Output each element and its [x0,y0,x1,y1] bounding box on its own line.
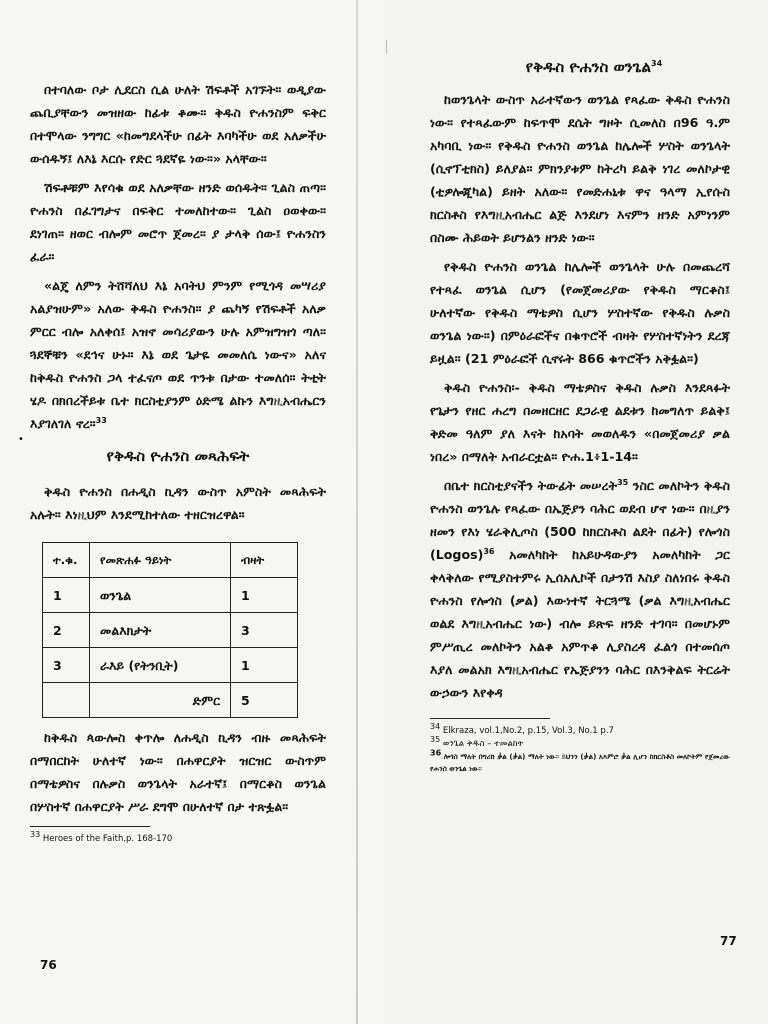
page-number: 77 [720,934,737,948]
footnote-divider [430,718,550,719]
margin-mark: • [18,434,24,445]
left-text-column [30,78,326,846]
paragraph-text: «ልጄ ለምን ትሸሻለህ እኔ አባትህ ምንም የሚጎዳ መሣሪያ አልያዝሁም» አለው ቅዱስ ዮሐንስ። ያ ጨካኝ የሽፍቶች አለቃ ምርር ብሎ አለቀሰ፤ አዝኖ መሳሪያውን ሁሉ አምዝግዝጎ ጣለ። ጓደኞቹን «ደኅና ሁኑ። እኔ ወደ ጌታዬ መመለሴ ነውና» አለና ከቅዱስ ዮሐንስ ጋላ ተፈናጦ ወደ ጥንቱ በታው ተመለሰ። ትቲት ሄዶ በክበረችይቱ ቤተ ክርስቲያንም ዕድሜ ልኩን እግዚአብሔርን እያገለገለ ኖረ። [30,278,326,431]
footnote-ref: 35 [617,477,629,487]
footnote [430,722,730,738]
table-cell: ወንጌል [90,578,231,613]
paragraph: ሽፍቶቹም እየሳቁ ወደ አለቃቸው ዘንድ ወሰዱት። ጊልስ ጠጣ። ዮሐንስ በፈገግታና በፍቅር ተመለከተው። ጊልስ ዐወቀው። ደነገጠ። ዘወር ብሎም መሮጥ ጀመረ። ያ ታላቅ ሰው፤ ዮሐንስን ፈራ። [30,180,326,264]
footnote-text: Elkraza, vol.1,No.2, p.15, Vol.3, No.1 p.7 [442,726,614,736]
section-heading: የቅዱስ ዮሐንስ መጻሕፍት [106,447,250,465]
table-total-value: 5 [231,683,298,718]
footnote-number: 35 [430,735,441,745]
paragraph: በተባለው ቦታ ሊደርስ ሲል ሁለት ሽፍቶች አገኙት። ወዲያው ጨቢያቸውን መዝዘው ከፊቱ ቆሙ። ቅዱስ ዮሐንስም ፍቅር በተሞላው ንግግር «ከመግደላችሁ በፊት እባካችሁ ወደ አለቃችሁ ውሰዱኝ፤ ለእኔ እርሱ የድር ጓደኛዬ ነው።» አላቸው። [30,82,326,166]
table-cell: 3 [231,613,298,648]
table-row [43,613,298,648]
footnote-number: 33 [30,830,41,840]
table-cell: ራእይ (የትንቢት) [90,648,231,683]
footnote-ref: 33 [95,415,107,425]
page-gutter [356,0,358,1024]
paragraph: ቅዱስ ዮሐንስ በሐዲስ ኪዳን ውስጥ አምስት መጻሕፍት አሉት። እነዚህም እንደሚከተለው ተዘርዝረዋል። [30,484,326,522]
footnote-text: ሎጎስ ማለት በግሪክ ቃል (ቃል) ማለት ነው። ይህንን (ቃል) አእምሮ ቃል ሊሆን ከክርስቶስ መለኮትም የጀመረው የሐንስ ወንጌል ነው። [430,753,730,773]
table-header: የመጽሐፉ ዓይነት [90,543,231,578]
paragraph-text: ንስር መለኮትን ቅዱስ ዮሐንስ ወንጌሉ የጻፈው በኤጅያን ባሕር ወደብ ሆኖ ነው። በዚያን ዘመን የእነ ሄራቅሊጦስ (500 ከክርስቶስ ልደት በፊት) የሎጎስ (Logos) [430,478,730,562]
table-header: ተ.ቁ. [43,543,90,578]
table-cell: 1 [43,578,90,613]
footnote-ref: 36 [483,546,495,556]
table-header: ብዛት [231,543,298,578]
table-row [43,578,298,613]
paragraph: ከቅዱስ ጳውሎስ ቀጥሎ ለሐዲስ ኪዳን ብዙ መጻሕፍት በማበርከት ሁለተኛ ነው። በሐዋርያት ዝርዝር ውስጥም በማቴዎስና በሉቃስ ወንጌላት አራተኛ፤ በማርቆስ ወንጌል በሦስተኛ በሐዋርያት ሥራ ደግሞ በሁለተኛ በታ ተጽፏል። [30,730,326,814]
footnote [430,735,730,751]
footnote-ref: 34 [651,59,663,68]
chapter-title-text: የቅዱስ ዮሐንስ ወንጌል [525,58,652,76]
footnote-text: ወንጌል ቅዱስ – ተመልከት [442,739,524,749]
paragraph: ከወንጌላት ውስጥ አራተኛውን ወንጌል የጻፈው ቅዱስ ዮሐንስ ነው። የተጻፈውም ከፍጥሞ ደሴት ግዞት ሲመለስ በ96 ዓ.ም አካባቢ ነው። የቅዱስ ዮሐንስ ወንጌል ከሌሎች ሦስት ወንጌላት (ሲኖፕቲክስ) ይለያል። ምክንያቱም ከትረካ ይልቅ ነገረ መለኮታዊ (ቲዎሎጂካል) ይዘት አለው። የመድሐኒቱ ዋና ዓላማ ኢየሱስ ክርስቶስ የእግዚአብሔር ልጅ እንደሆነ እናምን ዘንድ አምነንም በስሙ ሕይወት ይሆንልን ዘንድ ነው። [430,92,730,245]
right-text-column [430,88,730,775]
footnote-text: Heroes of the Faith,p. 168-170 [42,834,173,844]
paragraph-text: በቤተ ክርስቲያናችን ትውፊት መሠረት [444,478,618,493]
table-cell: 2 [43,613,90,648]
footnote-number: 34 [430,722,441,732]
footnote-number: 36 [430,748,442,758]
table-cell: 1 [231,648,298,683]
paragraph [430,474,730,704]
books-table [42,542,298,718]
table-row [43,648,298,683]
table-cell [43,683,90,718]
right-page [384,0,768,1024]
footnote [30,830,326,846]
footnote [430,748,730,775]
table-cell: መልእክታት [90,613,231,648]
paragraph: የቅዱስ ዮሐንስ ወንጌል ከሌሎች ወንጌላት ሁሉ በመጨረሻ የተጻፈ ወንጌል ሲሆን (የመጀመሪያው የቅዱስ ማርቆስ፤ ሁለተኛው የቅዱስ ማቴዎስ ሲሆን ሦስተኛው የቅዱስ ሉቃስ ወንጌል ነው።) በምዕራፎችና በቁጥሮች ብዛት የሦስተኛነትን ደረጃ ይዟል። (21 ምዕራፎች ሲኖሩት 866 ቁጥሮችን አቅፏል።) [430,259,730,366]
table-cell: 1 [231,578,298,613]
page-mark [386,40,387,54]
footnote-divider [30,826,150,827]
table-header-row [43,543,298,578]
paragraph-text: አመለካከት ከአይሁዳውያን አመለካከት ጋር ቀላቅለው የሚያስተምሩ ኢሰአሊኮች በታንሽ እስያ ስለነበሩ ቅዱስ ዮሐንስ የሎጎስ (ቃል) እውነተኛ ትርጓሜ (ቃል እግዚአብሔር ወልደ እግዚአብሔር ነው) ብሎ ይጽፍ ዘንድ ተገባ። በመሆኑም ምሥጢረ መለኮትን አልቆ አምጥቆ ሊያስረዳ ፈልጎ በተመሰጦ እያለ መልአክ እግዚአብሔር የኤጅያንን ባሕር በእንቅልፍ ትርሬት ውኃውን እየቀዳ [430,547,731,700]
page-number: 76 [40,958,57,972]
paragraph [30,274,326,435]
table-total-label: ድምር [90,683,231,718]
paragraph: ቅዱስ ዮሐንስ፡- ቅዱስ ማቴዎስና ቅዱስ ሉቃስ እንደጻፉት የጌታን የዘር ሐረግ በመዘርዘር ደጋራዊ ልደቱን ከመግለጥ ይልቅ፤ ቅድመ ዓለም ያለ እናት ከአባት መወለዱን «በመጀመሪያ ቃል ነበረ» በማለት አብራርቷል። ዮሐ.1፥1-14። [430,380,730,464]
table-cell: 3 [43,648,90,683]
table-total-row [43,683,298,718]
chapter-title [444,58,744,76]
